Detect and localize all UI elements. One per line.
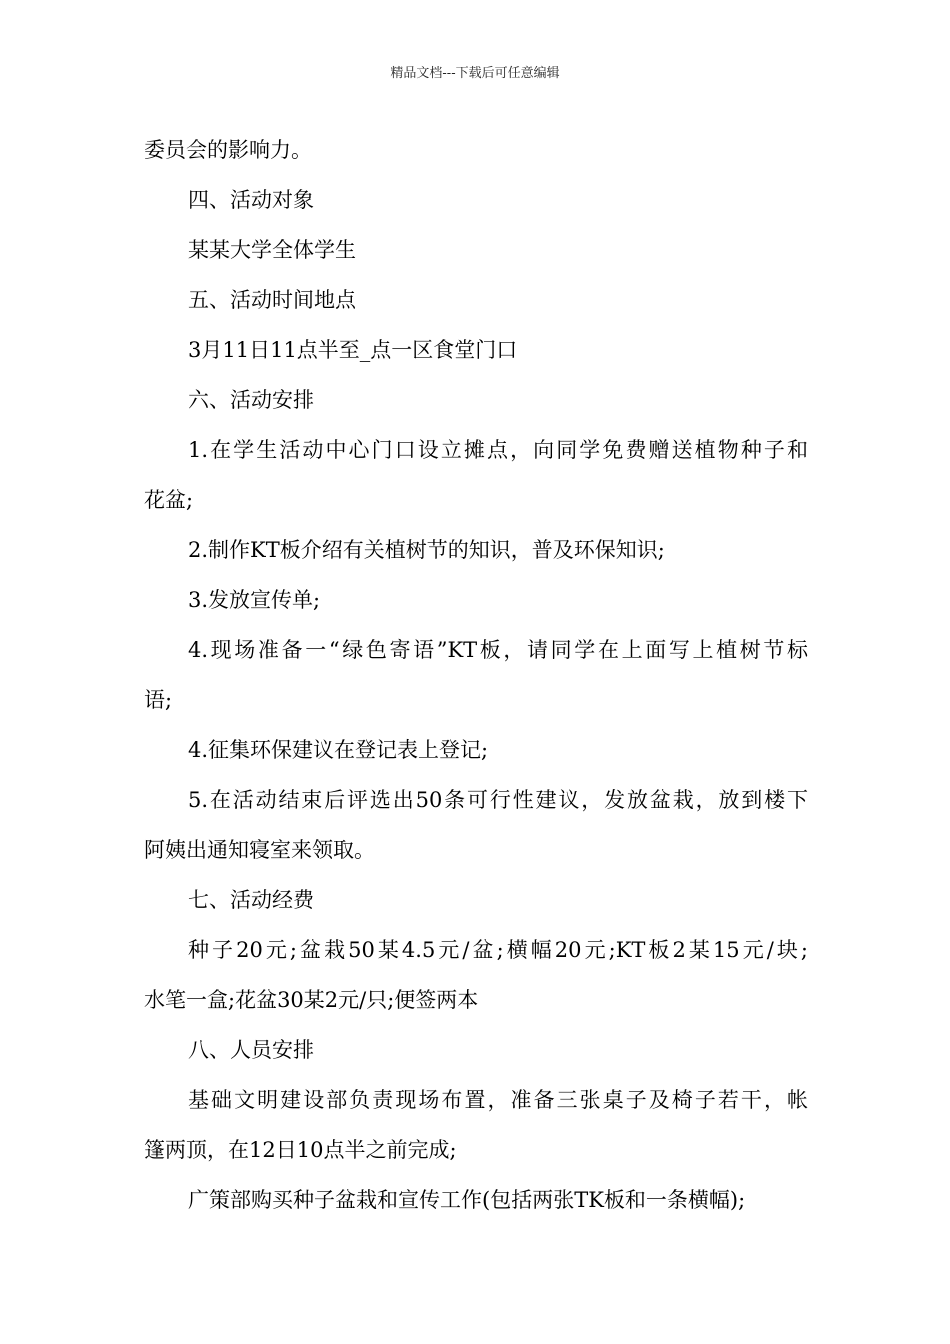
paragraph-line: 水笔一盒;花盆30某2元/只;便签两本 (144, 988, 479, 1012)
paragraph-line: 广策部购买种子盆栽和宣传工作(包括两张TK板和一条横幅); (188, 1188, 746, 1212)
section-heading: 四、活动对象 (188, 188, 314, 212)
section-heading: 六、活动安排 (188, 388, 314, 412)
section-heading: 五、活动时间地点 (188, 288, 356, 312)
paragraph-line: 某某大学全体学生 (188, 238, 356, 262)
paragraph-line: 篷两顶，在12日10点半之前完成; (144, 1138, 457, 1162)
paragraph-line: 委员会的影响力。 (144, 138, 312, 162)
paragraph-line: 4.现场准备一“绿色寄语”KT板，请同学在上面写上植树节标 (188, 638, 808, 662)
paragraph-line: 语; (144, 688, 173, 712)
paragraph-line: 4.征集环保建议在登记表上登记; (188, 738, 489, 762)
section-heading: 七、活动经费 (188, 888, 314, 912)
paragraph-line: 种子20元;盆栽50某4.5元/盆;横幅20元;KT板2某15元/块; (188, 938, 808, 962)
page-header: 精品文档---下载后可任意编辑 (390, 66, 560, 81)
paragraph-line: 3.发放宣传单; (188, 588, 321, 612)
paragraph-line: 基础文明建设部负责现场布置，准备三张桌子及椅子若干，帐 (188, 1088, 808, 1112)
document-body (144, 130, 808, 1230)
paragraph-line: 花盆; (144, 488, 194, 512)
paragraph-line: 2.制作KT板介绍有关植树节的知识，普及环保知识; (188, 538, 665, 562)
section-heading: 八、人员安排 (188, 1038, 314, 1062)
paragraph-line: 5.在活动结束后评选出50条可行性建议，发放盆栽，放到楼下 (188, 788, 808, 812)
paragraph-line: 阿姨出通知寝室来领取。 (144, 838, 375, 862)
paragraph-line: 3月11日11点半至_点一区食堂门口 (188, 338, 518, 362)
paragraph-line: 1.在学生活动中心门口设立摊点，向同学免费赠送植物种子和 (188, 438, 808, 462)
